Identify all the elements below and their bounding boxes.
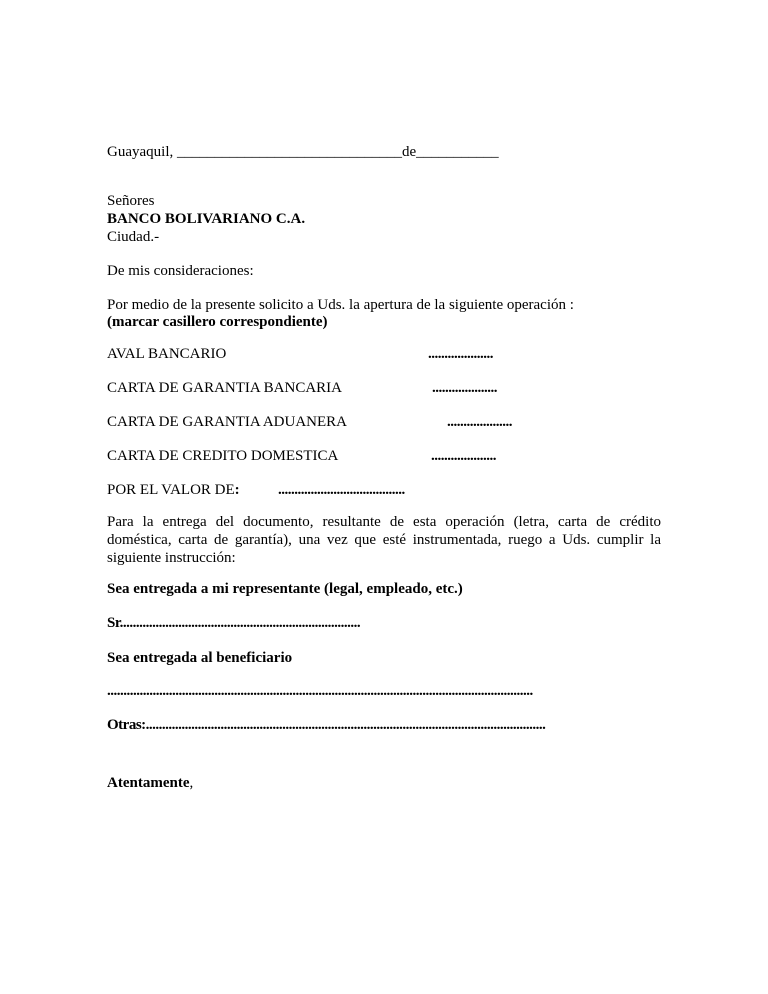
value-blank: ....................................... bbox=[278, 482, 405, 498]
operation-label-garantia-bancaria: CARTA DE GARANTIA BANCARIA bbox=[107, 380, 342, 396]
operation-label-credito-domestica: CARTA DE CREDITO DOMESTICA bbox=[107, 448, 339, 464]
operation-blank-credito-domestica: .................... bbox=[431, 448, 496, 464]
option-beneficiary: Sea entregada al beneficiario bbox=[107, 650, 293, 666]
request-text: Por medio de la presente solicito a Uds. la apertura de la siguiente operación : bbox=[107, 297, 574, 313]
closing-comma: , bbox=[189, 775, 194, 791]
greeting: De mis consideraciones: bbox=[107, 263, 254, 279]
operation-blank-aval: .................... bbox=[428, 346, 493, 362]
value-line bbox=[107, 481, 240, 499]
others-line: Otras:........................................................................................................................... bbox=[107, 717, 546, 733]
closing bbox=[107, 774, 193, 792]
value-colon: : bbox=[234, 482, 240, 498]
operation-blank-garantia-aduanera: .................... bbox=[447, 414, 512, 430]
city: Ciudad.- bbox=[107, 229, 160, 245]
place-date-line: Guayaquil, ______________________________de___________ bbox=[107, 144, 499, 160]
operation-label-garantia-aduanera: CARTA DE GARANTIA ADUANERA bbox=[107, 414, 347, 430]
sr-line: Sr.......................................................................... bbox=[107, 615, 361, 631]
beneficiary-blank: ................................................................................................................................... bbox=[107, 683, 533, 699]
operation-blank-garantia-bancaria: .................... bbox=[432, 380, 497, 396]
salutation: Señores bbox=[107, 193, 155, 209]
value-label: POR EL VALOR DE bbox=[107, 482, 235, 498]
delivery-paragraph: Para la entrega del documento, resultante de esta operación (letra, carta de crédito doméstica, carta de garantía), una vez que esté instrumentada, ruego a Uds. cumplir la siguiente instrucción: bbox=[107, 514, 661, 566]
closing-word: Atentamente bbox=[107, 775, 190, 791]
operation-label-aval: AVAL BANCARIO bbox=[107, 346, 227, 362]
option-representative: Sea entregada a mi representante (legal, empleado, etc.) bbox=[107, 581, 463, 597]
request-instruction: (marcar casillero correspondiente) bbox=[107, 314, 328, 330]
bank-name: BANCO BOLIVARIANO C.A. bbox=[107, 211, 306, 227]
